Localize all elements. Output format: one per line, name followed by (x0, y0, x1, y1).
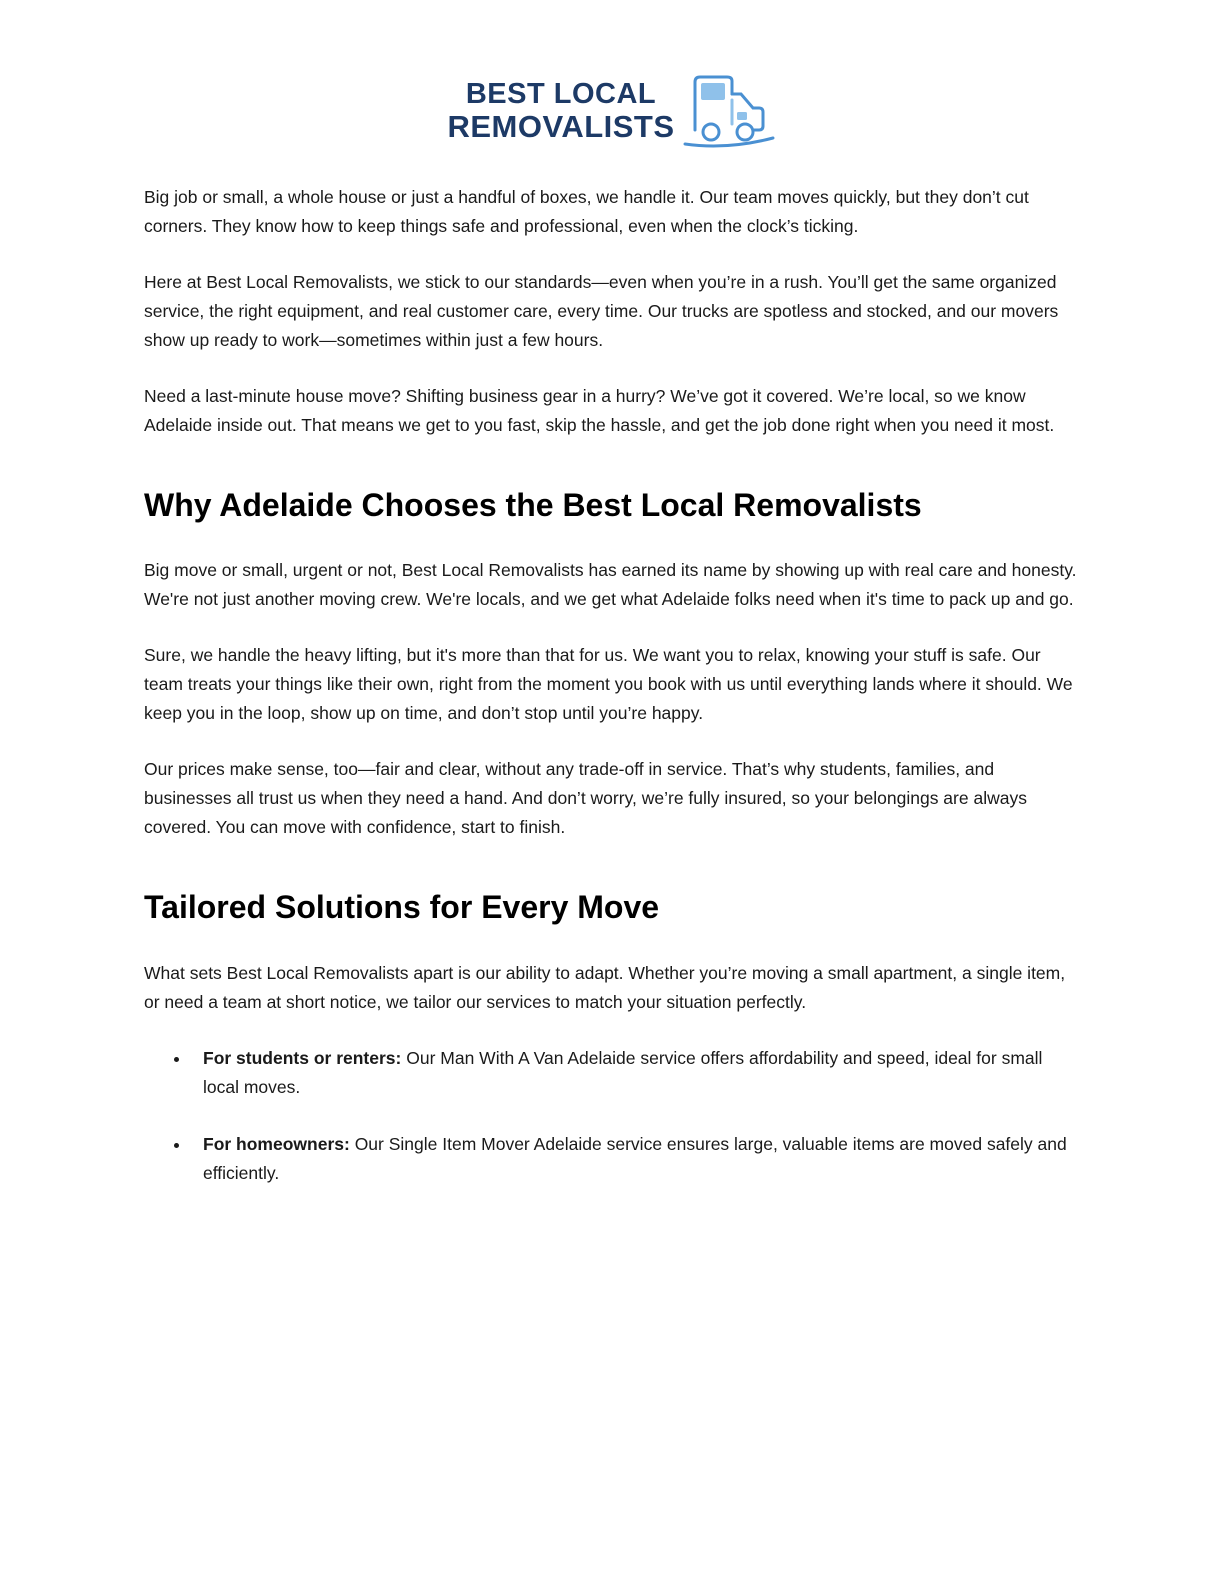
logo (144, 66, 1080, 157)
paragraph-intro-3: Need a last-minute house move? Shifting business gear in a hurry? We’ve got it covered. We’re local, so we know Adelaide inside out. That means we get to you fast, skip the hassle, and get the job done right when you need it most. (144, 386, 1055, 435)
list-item-homeowners-label: For homeowners: (203, 1133, 350, 1154)
bullet-list (144, 1044, 1080, 1188)
logo-line2: REMOVALISTS (447, 109, 675, 145)
list-item-homeowners-text: Our Single Item Mover Adelaide service ensures large, valuable items are moved safely and efficiently. (203, 1133, 1067, 1183)
list-item-homeowners (191, 1130, 1080, 1188)
paragraph-why-3: Our prices make sense, too—fair and clear, without any trade-off in service. That’s why students, families, and businesses all trust us when they need a hand. And don’t worry, we’re fully insured, so your belongings are always covered. You can move with confidence, start to finish. (144, 759, 1027, 838)
list-item-students-label: For students or renters: (203, 1047, 402, 1068)
paragraph-why-1: Big move or small, urgent or not, Best Local Removalists has earned its name by showing up with real care and honesty. We're not just another moving crew. We're locals, and we get what Adelaide folks need when it's time to pack up and go. (144, 560, 1077, 610)
logo-text (447, 79, 674, 144)
paragraph-intro-2: Here at Best Local Removalists, we stick to our standards—even when you’re in a rush. You’ll get the same organized service, the right equipment, and real customer care, every time. Our trucks are spotless and stocked, and our movers show up ready to work—sometimes within just a few hours. (144, 272, 1059, 350)
paragraph-intro-1: Big job or small, a whole house or just a handful of boxes, we handle it. Our team moves quickly, but they don’t cut corners. They know how to keep things safe and professional, even when the clock’s ticking. (144, 187, 1029, 236)
paragraph-tailored-intro: What sets Best Local Removalists apart is our ability to adapt. Whether you’re moving a small apartment, a single item, or need a team at short notice, we tailor our services to match your situation perfectly. (144, 962, 1066, 1012)
list-item-students (191, 1044, 1080, 1102)
logo-line1: BEST LOCAL (465, 78, 657, 111)
heading-tailored-solutions: Tailored Solutions for Every Move (144, 889, 660, 926)
heading-why-adelaide: Why Adelaide Chooses the Best Local Removalists (144, 487, 922, 523)
paragraph-why-2: Sure, we handle the heavy lifting, but it's more than that for us. We want you to relax, knowing your stuff is safe. Our team treats your things like their own, right from the moment you book with us until everything lands where it should. We keep you in the loop, show up on time, and don’t stop until you’re happy. (144, 645, 1073, 724)
truck-icon (681, 66, 777, 157)
list-item-students-text: Our Man With A Van Adelaide service offers affordability and speed, ideal for small local moves. (203, 1047, 1043, 1097)
